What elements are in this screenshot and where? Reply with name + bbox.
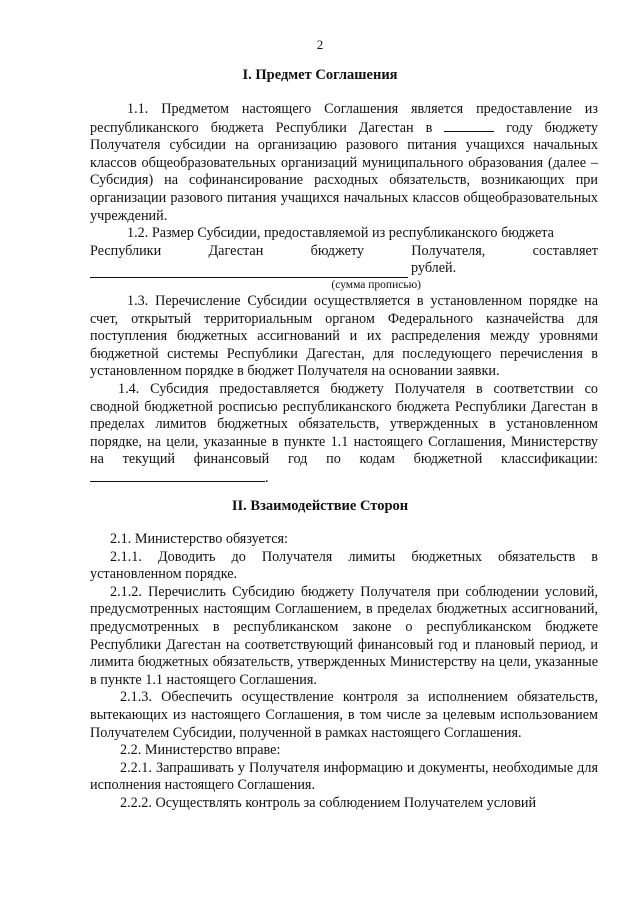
clause-2-1: 2.1. Министерство обязуется: bbox=[110, 531, 288, 547]
amount-in-words-note: (сумма прописью) bbox=[331, 278, 421, 291]
clause-1-1-text-a: 1.1. Предметом настоящего Соглашения является предоставление из республиканского бюджета Республики Дагестан в bbox=[90, 101, 598, 136]
amount-blank bbox=[90, 265, 408, 278]
budget-code-blank bbox=[90, 469, 265, 482]
clause-1-3: 1.3. Перечисление Субсидии осуществляется в установленном порядке на счет, открытый территориальным органом Федерального казначейства для поступления бюджетных ассигнований и их распределения между уровнями бюджетной системы Республики Дагестан, для последующего перечисления в установленном порядке в бюджет Получателя на основании заявки. bbox=[90, 292, 598, 380]
section-1-body bbox=[90, 101, 598, 487]
clause-1-4-text: 1.4. Субсидия предоставляется бюджету Получателя в соответствии со сводной бюджетной росписью республиканского бюджета Республики Дагестан в пределах лимитов бюджетных обязательств, утвержденных в установленном порядке, на цели, указанные в пункте 1.1 настоящего Соглашения, Министерству на текущий финансовый год по кодам бюджетной классификации: bbox=[90, 380, 598, 468]
section-1-title: I. Предмет Соглашения bbox=[242, 67, 398, 83]
clause-2-1-3: 2.1.3. Обеспечить осуществление контроля за исполнением обязательств, вытекающих из настоящего Соглашения, в том числе за целевым использованием Получателем Субсидии, полученной в рамках настоящего Соглашения. bbox=[90, 689, 598, 741]
clause-1-4 bbox=[90, 381, 598, 488]
clause-1-2: 1.2. Размер Субсидии, предоставляемой из республиканского бюджета bbox=[127, 225, 554, 242]
section-2-body bbox=[90, 531, 598, 813]
clause-1-4-end: . bbox=[265, 469, 269, 486]
word-3: бюджету bbox=[310, 242, 364, 259]
section-2-title: II. Взаимодействие Сторон bbox=[231, 498, 409, 514]
year-blank bbox=[444, 119, 494, 132]
page-number: 2 bbox=[316, 37, 324, 52]
clause-1-1-text-b: году бюджету Получателя субсидии на организацию разового питания учащихся начальных классов общеобразовательных организаций муниципального образования (далее – Субсидия) на софинансирование расходных обязательств, возникающих при организации разового питания учащихся начальных классов общеобразовательных учреждений. bbox=[90, 119, 599, 224]
word-4: Получателя, bbox=[411, 242, 486, 259]
clause-1-1 bbox=[90, 101, 598, 225]
word-1: Республики bbox=[90, 242, 162, 259]
rubles-label: рублей. bbox=[411, 260, 457, 277]
amount-line bbox=[90, 260, 598, 278]
clause-2-2-2: 2.2.2. Осуществлять контроль за соблюдением Получателем условий bbox=[120, 794, 537, 811]
clause-1-2-spread-line bbox=[90, 243, 598, 261]
clause-2-1-1: 2.1.1. Доводить до Получателя лимиты бюджетных обязательств в установленном порядке. bbox=[90, 548, 598, 583]
word-2: Дагестан bbox=[208, 242, 264, 259]
clause-2-2-1: 2.2.1. Запрашивать у Получателя информацию и документы, необходимые для исполнения настоящего Соглашения. bbox=[90, 759, 598, 794]
clause-2-2: 2.2. Министерство вправе: bbox=[120, 742, 281, 759]
word-5: составляет bbox=[532, 242, 598, 259]
clause-2-1-2: 2.1.2. Перечислить Субсидию бюджету Получателя при соблюдении условий, предусмотренных настоящим Соглашением, в пределах бюджетных ассигнований, предусмотренных в республиканском законе о республиканском бюджете Республики Дагестан на соответствующий финансовый год и плановый период, и лимита бюджетных обязательств, утвержденных Министерству на цели, указанные в пункте 1.1 настоящего Соглашения. bbox=[90, 583, 598, 688]
